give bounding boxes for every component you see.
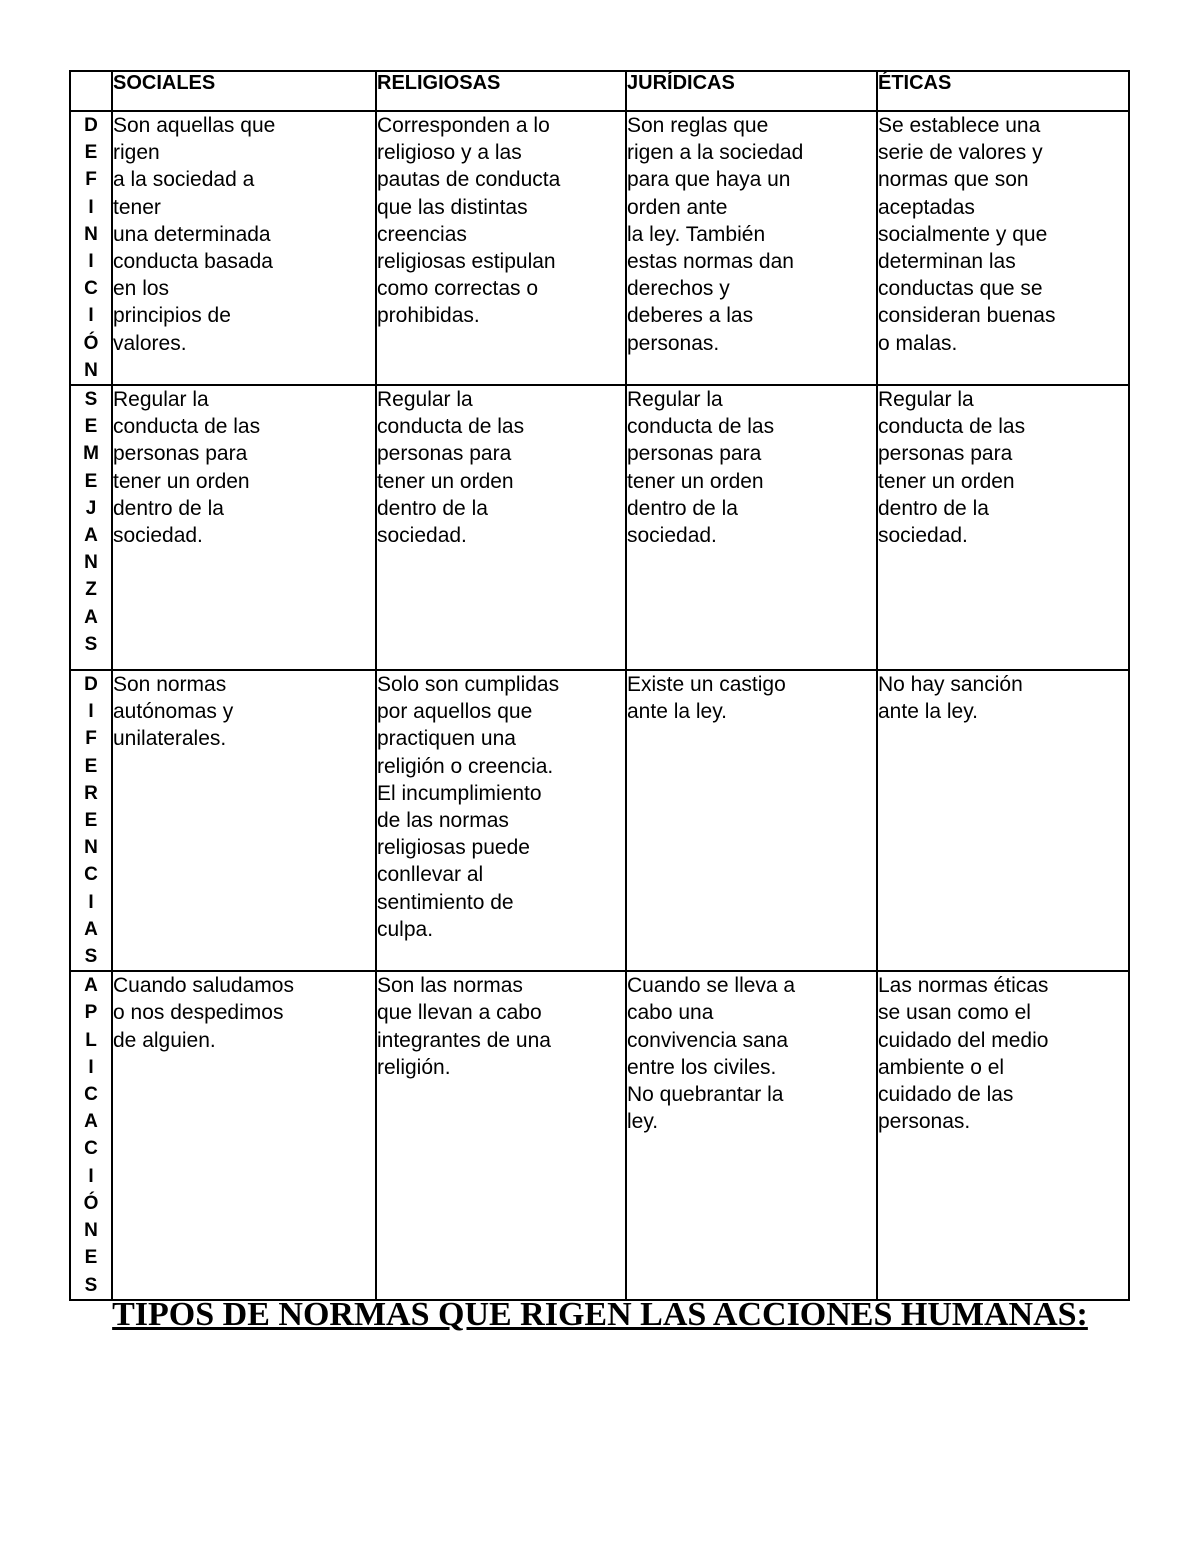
cell-definicion-juridicas: Son reglas que rigen a la sociedad para que haya un orden ante la ley. También estas normas dan derechos y deberes a las personas. bbox=[626, 111, 877, 385]
row-label-letter: I bbox=[88, 1165, 94, 1187]
row-label-letter: L bbox=[85, 1029, 97, 1051]
row-label-letter: A bbox=[84, 1111, 98, 1133]
header-row bbox=[70, 71, 1129, 111]
row-label-letter: D bbox=[84, 674, 98, 696]
row-label-letter: N bbox=[84, 837, 98, 859]
row-label-letter: I bbox=[88, 305, 94, 327]
row-label-letter: P bbox=[84, 1002, 98, 1024]
header-juridicas: JURÍDICAS bbox=[626, 71, 877, 111]
row-label-letter: A bbox=[84, 525, 98, 547]
row-label-letter: E bbox=[84, 1247, 98, 1269]
row-label-letter: C bbox=[84, 278, 98, 300]
cell-diferencias-juridicas: Existe un castigo ante la ley. bbox=[626, 670, 877, 971]
row-label-letter: N bbox=[84, 223, 98, 245]
header-eticas: ÉTICAS bbox=[877, 71, 1129, 111]
header-religiosas: RELIGIOSAS bbox=[376, 71, 626, 111]
cell-aplicaciones-religiosas: Son las normas que llevan a cabo integrantes de una religión. bbox=[376, 971, 626, 1299]
cell-aplicaciones-juridicas: Cuando se lleva a cabo una convivencia sana entre los civiles. No quebrantar la ley. bbox=[626, 971, 877, 1299]
row-label-letter: A bbox=[84, 606, 98, 628]
row-label-letter: J bbox=[85, 497, 97, 519]
row-label-letter: S bbox=[84, 1274, 98, 1296]
row-label-letter: E bbox=[84, 416, 98, 438]
row-label-letter: C bbox=[84, 1138, 98, 1160]
cell-diferencias-religiosas: Solo son cumplidas por aquellos que practiquen una religión o creencia. El incumplimiento de las normas religiosas puede conllevar al sentimiento de culpa. bbox=[376, 670, 626, 971]
row-label-diferencias bbox=[70, 670, 112, 971]
page-title: TIPOS DE NORMAS QUE RIGEN LAS ACCIONES HUMANAS: bbox=[112, 1296, 1088, 1333]
cell-semejanzas-sociales: Regular la conducta de las personas para tener un orden dentro de la sociedad. bbox=[112, 385, 376, 670]
row-label-letter: E bbox=[84, 755, 98, 777]
cell-semejanzas-religiosas: Regular la conducta de las personas para tener un orden dentro de la sociedad. bbox=[376, 385, 626, 670]
row-label-letter: Z bbox=[85, 579, 97, 601]
cell-diferencias-sociales: Son normas autónomas y unilaterales. bbox=[112, 670, 376, 971]
row-label-letter: M bbox=[83, 443, 99, 465]
row-label-semejanzas bbox=[70, 385, 112, 670]
row-label-letter: N bbox=[84, 552, 98, 574]
row-definicion bbox=[70, 111, 1129, 385]
row-label-letter: F bbox=[85, 728, 97, 750]
row-diferencias bbox=[70, 670, 1129, 971]
header-sociales: SOCIALES bbox=[112, 71, 376, 111]
cell-definicion-religiosas: Corresponden a lo religioso y a las pautas de conducta que las distintas creencias religiosas estipulan como correctas o prohibidas. bbox=[376, 111, 626, 385]
row-semejanzas bbox=[70, 385, 1129, 670]
row-label-letter: F bbox=[85, 169, 97, 191]
row-label-letter: I bbox=[88, 1056, 94, 1078]
cell-aplicaciones-sociales: Cuando saludamos o nos despedimos de alguien. bbox=[112, 971, 376, 1299]
row-label-letter: I bbox=[88, 701, 94, 723]
row-label-letter: S bbox=[84, 633, 98, 655]
cell-semejanzas-eticas: Regular la conducta de las personas para tener un orden dentro de la sociedad. bbox=[877, 385, 1129, 670]
row-label-letter: R bbox=[84, 782, 98, 804]
header-corner bbox=[70, 71, 112, 111]
row-label-letter: A bbox=[84, 975, 98, 997]
row-label-letter: Ó bbox=[83, 332, 99, 354]
row-aplicaciones bbox=[70, 971, 1129, 1299]
row-label-definicion bbox=[70, 111, 112, 385]
row-label-letter: N bbox=[84, 1220, 98, 1242]
row-label-letter: S bbox=[84, 389, 98, 411]
row-label-letter: S bbox=[84, 946, 98, 968]
row-label-letter: Ó bbox=[83, 1192, 99, 1214]
row-label-letter: I bbox=[88, 196, 94, 218]
row-label-letter: D bbox=[84, 115, 98, 136]
row-label-letter: A bbox=[84, 918, 98, 940]
cell-definicion-sociales: Son aquellas que rigen a la sociedad a tener una determinada conducta basada en los principios de valores. bbox=[112, 111, 376, 385]
cell-aplicaciones-eticas: Las normas éticas se usan como el cuidado del medio ambiente o el cuidado de las personas. bbox=[877, 971, 1129, 1299]
cell-semejanzas-juridicas: Regular la conducta de las personas para tener un orden dentro de la sociedad. bbox=[626, 385, 877, 670]
row-label-letter: N bbox=[84, 359, 98, 381]
norms-comparison-table bbox=[69, 70, 1130, 1301]
row-label-letter: C bbox=[84, 1084, 98, 1106]
row-label-letter: I bbox=[88, 251, 94, 273]
cell-definicion-eticas: Se establece una serie de valores y normas que son aceptadas socialmente y que determinan las conductas que se consideran buenas o malas. bbox=[877, 111, 1129, 385]
row-label-letter: C bbox=[84, 864, 98, 886]
row-label-letter: E bbox=[84, 142, 98, 164]
cell-diferencias-eticas: No hay sanción ante la ley. bbox=[877, 670, 1129, 971]
row-label-aplicaciones bbox=[70, 971, 112, 1299]
row-label-letter: I bbox=[88, 891, 94, 913]
row-label-letter: E bbox=[84, 470, 98, 492]
row-label-letter: E bbox=[84, 810, 98, 832]
